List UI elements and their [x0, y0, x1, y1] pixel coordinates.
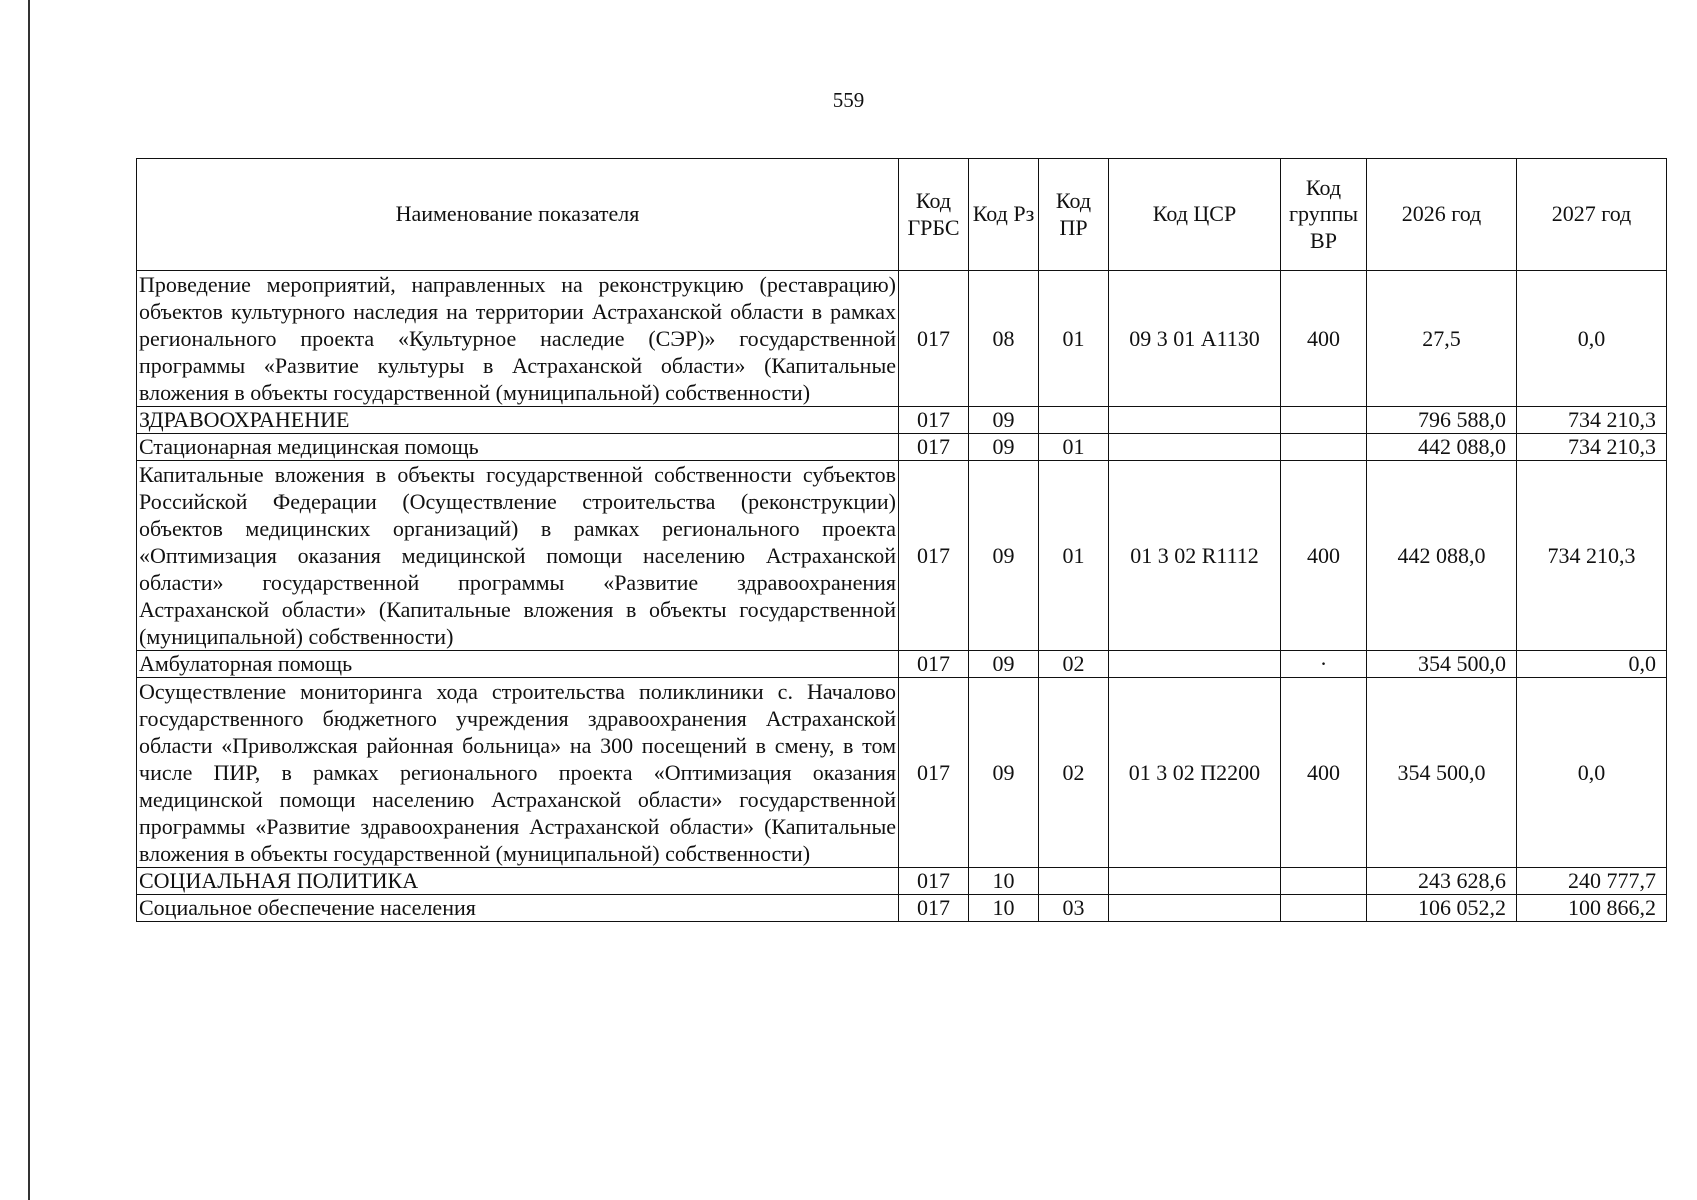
row-grbs: 017: [899, 434, 969, 461]
row-name: Проведение мероприятий, направленных на реконструкцию (реставрацию) объектов культурного наследия на территории Астраханской области в рамках регионального проекта «Культурное наследие (СЭР)» государственной программы «Развитие культуры в Астраханской области» (Капитальные вложения в объекты государственной (муниципальной) собственности): [137, 271, 899, 407]
row-pr: 01: [1039, 271, 1109, 407]
row-csr: 01 3 02 П2200: [1109, 678, 1281, 868]
row-2026: 354 500,0: [1367, 678, 1517, 868]
row-name: Капитальные вложения в объекты государственной собственности субъектов Российской Федерации (Осуществление строительства (реконструкции) объектов медицинских организаций) в рамках регионального проекта «Оптимизация оказания медицинской помощи населению Астраханской области» государственной программы «Развитие здравоохранения Астраханской области» (Капитальные вложения в объекты государственной (муниципальной) собственности): [137, 461, 899, 651]
header-vr: Код группы ВР: [1281, 159, 1367, 271]
row-pr: 03: [1039, 895, 1109, 922]
table-row: [137, 407, 1667, 434]
row-2026: 27,5: [1367, 271, 1517, 407]
row-grbs: 017: [899, 651, 969, 678]
row-2026: 354 500,0: [1367, 651, 1517, 678]
row-pr: [1039, 868, 1109, 895]
row-grbs: 017: [899, 868, 969, 895]
header-2027: 2027 год: [1517, 159, 1667, 271]
row-2027: 240 777,7: [1517, 868, 1667, 895]
row-rz: 09: [969, 407, 1039, 434]
header-row: [137, 159, 1667, 271]
scan-edge-line: [28, 0, 30, 1200]
row-pr: [1039, 407, 1109, 434]
row-vr: 400: [1281, 678, 1367, 868]
table-row: [137, 678, 1667, 868]
row-rz: 10: [969, 868, 1039, 895]
row-rz: 10: [969, 895, 1039, 922]
table-row: [137, 461, 1667, 651]
header-rz: Код Рз: [969, 159, 1039, 271]
row-name: Социальное обеспечение населения: [137, 895, 899, 922]
row-2026: 106 052,2: [1367, 895, 1517, 922]
header-pr: Код ПР: [1039, 159, 1109, 271]
row-grbs: 017: [899, 895, 969, 922]
row-csr: [1109, 868, 1281, 895]
row-vr: [1281, 407, 1367, 434]
row-vr: [1281, 868, 1367, 895]
row-pr: 02: [1039, 678, 1109, 868]
row-2027: 0,0: [1517, 271, 1667, 407]
row-name: СОЦИАЛЬНАЯ ПОЛИТИКА: [137, 868, 899, 895]
header-grbs: Код ГРБС: [899, 159, 969, 271]
row-pr: 02: [1039, 651, 1109, 678]
row-name: Амбулаторная помощь: [137, 651, 899, 678]
row-csr: [1109, 895, 1281, 922]
row-rz: 09: [969, 434, 1039, 461]
row-vr: 400: [1281, 461, 1367, 651]
header-name: Наименование показателя: [137, 159, 899, 271]
row-vr: [1281, 434, 1367, 461]
header-2026: 2026 год: [1367, 159, 1517, 271]
row-rz: 09: [969, 651, 1039, 678]
row-grbs: 017: [899, 407, 969, 434]
row-vr: 400: [1281, 271, 1367, 407]
row-rz: 09: [969, 678, 1039, 868]
row-grbs: 017: [899, 678, 969, 868]
row-csr: 01 3 02 R1112: [1109, 461, 1281, 651]
row-2027: 0,0: [1517, 651, 1667, 678]
table-row: [137, 868, 1667, 895]
row-csr: [1109, 651, 1281, 678]
header-csr: Код ЦСР: [1109, 159, 1281, 271]
row-csr: [1109, 434, 1281, 461]
row-name: ЗДРАВООХРАНЕНИЕ: [137, 407, 899, 434]
table-row: [137, 895, 1667, 922]
table-row: [137, 651, 1667, 678]
budget-table: [136, 158, 1667, 922]
row-pr: 01: [1039, 461, 1109, 651]
row-csr: [1109, 407, 1281, 434]
row-2027: 734 210,3: [1517, 407, 1667, 434]
row-2027: 100 866,2: [1517, 895, 1667, 922]
row-csr: 09 3 01 А1130: [1109, 271, 1281, 407]
row-name: Стационарная медицинская помощь: [137, 434, 899, 461]
row-2026: 243 628,6: [1367, 868, 1517, 895]
table-row: [137, 271, 1667, 407]
row-2026: 442 088,0: [1367, 461, 1517, 651]
row-rz: 08: [969, 271, 1039, 407]
row-vr: ·: [1281, 651, 1367, 678]
row-2027: 734 210,3: [1517, 434, 1667, 461]
row-2027: 0,0: [1517, 678, 1667, 868]
row-grbs: 017: [899, 461, 969, 651]
row-2026: 442 088,0: [1367, 434, 1517, 461]
page-number: 559: [832, 88, 865, 112]
row-vr: [1281, 895, 1367, 922]
row-2026: 796 588,0: [1367, 407, 1517, 434]
row-name: Осуществление мониторинга хода строительства поликлиники с. Началово государственного бюджетного учреждения здравоохранения Астраханской области «Приволжская районная больница» на 300 посещений в смену, в том числе ПИР, в рамках регионального проекта «Оптимизация оказания медицинской помощи населению Астраханской области» государственной программы «Развитие здравоохранения Астраханской области» (Капитальные вложения в объекты государственной (муниципальной) собственности): [137, 678, 899, 868]
row-grbs: 017: [899, 271, 969, 407]
row-2027: 734 210,3: [1517, 461, 1667, 651]
row-pr: 01: [1039, 434, 1109, 461]
table-row: [137, 434, 1667, 461]
row-rz: 09: [969, 461, 1039, 651]
